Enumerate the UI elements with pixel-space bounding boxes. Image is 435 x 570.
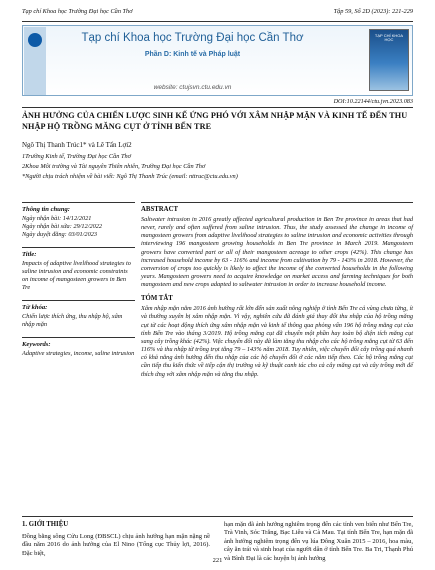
affiliation-1: 1Trường Kinh tế, Trường Đại học Cần Thơ [22, 153, 131, 160]
english-title-block [22, 251, 135, 292]
received-date: Ngày nhận bài: 14/12/2021 [22, 214, 92, 222]
corresponding-author: *Người chịu trách nhiệm về bài viết: Ngô Thị Thanh Trúc (email: nttruc@ctu.edu.vn) [22, 173, 238, 180]
article-info-heading: Thông tin chung: [22, 206, 71, 213]
english-title: Impacts of adaptive livelihood strategies to saline intrusion and economic constraints on income of mangosteen growers in Ben Tre [22, 259, 131, 292]
abstract-heading: ABSTRACT [141, 206, 179, 213]
intro-column-left [22, 521, 210, 558]
banner-subtitle: Phần D: Kinh tế và Pháp luật [144, 51, 241, 58]
header-divider [22, 21, 413, 22]
body-divider [22, 516, 413, 517]
running-head [22, 8, 413, 20]
keywords-vi: Chiến lược thích ứng, thu nhập hộ, xâm nhập mặn [22, 312, 123, 329]
abstract-column [141, 202, 413, 385]
abstract-text: Saltwater intrusion in 2016 greatly affected agricultural production in Ben Tre province in areas that had never, rarely and often suffered from saline intrusion. Thus, the study assessed the change in income of mangosteen growers from adaptive livelihood strategies to saline intrusion and economic activities through interviewing 196 mangosteen growing households in Ben Tre province in March 2019. Mangosteen growers have converted part or all of their mangosteen acreage to other crops (42%). This change has increased household income by 63 - 116% and income from cultivation by 79 - 143% in 2018. However, the conversion of crops too quickly is likely to affect the income of the converted households in the following years. Mangosteen growers need to acquire knowledge on market access and farming techniques for both mangosteen and new crops adapted to saltwater intrusion in order to increase household income. [141, 215, 413, 289]
journal-banner [22, 25, 413, 96]
cover-title: TẠP CHÍ KHOA HỌC [374, 33, 404, 43]
summary-vi-heading: TÓM TẮT [141, 295, 173, 303]
article-dates [22, 206, 135, 239]
journal-cover-thumbnail [369, 29, 409, 91]
info-divider [22, 202, 135, 203]
keywords-en: Adaptive strategies, income, saline intrusion [22, 349, 135, 357]
info-divider [22, 247, 135, 248]
doi-divider [22, 107, 413, 108]
banner-website[interactable]: website: ctujsvn.ctu.edu.vn [153, 84, 232, 91]
doi[interactable]: DOI:10.22144/ctu.jvn.2023.083 [333, 98, 413, 105]
paper-title: ẢNH HƯỞNG CỦA CHIẾN LƯỢC SINH KẾ ỨNG PHÓ VỚI XÂM NHẬP MẶN VÀ KINH TẾ ĐẾN THU NHẬP HỘ TRỒNG MĂNG CỤT Ở TỈNH BẾN TRE [22, 111, 408, 131]
intro-text-right: hạn mặn đã ảnh hưởng nghiêm trọng đến các tỉnh ven biển như Bến Tre, Trà Vinh, Sóc Trăng, Bạc Liêu và Cà Mau. Tại tỉnh Bến Tre, hạn mặn đã ảnh hưởng nghiêm trọng đến vụ lúa Đông Xuân 2015 – 2016, hoa màu, cây ăn trái và sinh hoạt của người dân ở tỉnh Bến Tre. Ba Tri, Thạnh Phú và Bình Đại là các huyện bị ảnh hưởng [224, 521, 414, 562]
journal-name: Tạp chí Khoa học Trường Đại học Cần Thơ [22, 8, 133, 15]
article-info-column [22, 202, 135, 366]
page-number: 221 [212, 557, 223, 564]
revised-date: Ngày nhận bài sửa: 29/12/2022 [22, 222, 103, 230]
keywords-en-block [22, 341, 135, 358]
affiliation-2: 2Khoa Môi trường và Tài nguyên Thiên nhiên, Trường Đại học Cần Thơ [22, 163, 206, 170]
summary-vi-text: Xâm nhập mặn năm 2016 ảnh hưởng rất lớn đến sản xuất nông nghiệp ở tỉnh Bến Tre cả vùng chưa từng, ít và thường xuyên bị xâm nhập mặn. Vì vậy, nghiên cứu đã đánh giá thay đổi thu nhập của hộ trồng măng cụt từ các hoạt động thích ứng xâm nhập mặn và kinh tế thông qua phỏng vấn 196 hộ trồng măng cụt của tỉnh Bến Tre vào tháng 3/2019. Hộ trồng măng cụt đã chuyển một phần hay toàn bộ diện tích măng cụt sang cây trồng khác (42%). Việc chuyển đổi này đã làm tăng thu nhập cho các hộ trồng măng cụt từ 63 đến 116% và thu nhập từ trồng trọt tăng 79 – 143% năm 2018. Tuy nhiên, việc chuyển đổi cây trồng quá nhanh có khả năng ảnh hưởng đến thu nhập của các hộ chuyển đổi ở các năm tiếp theo. Các hộ trồng măng cụt cần tiếp thu kiến thức về tiếp cận thị trường và kỹ thuật canh tác cho cả cây măng cụt và cây trồng mới để thích ứng với xâm nhập mặn và tăng thu nhập. [141, 305, 413, 378]
authors: Ngô Thị Thanh Trúc1* và Lê Tấn Lợi2 [22, 141, 132, 149]
info-divider [22, 300, 135, 301]
keywords-vi-block [22, 304, 135, 329]
intro-heading: 1. GIỚI THIỆU [22, 521, 69, 528]
volume-info: Tập 59, Số 2D (2023): 221-229 [333, 8, 413, 15]
abstract-divider [141, 202, 413, 203]
info-divider [22, 337, 135, 338]
accepted-date: Ngày duyệt đăng: 03/01/2023 [22, 230, 98, 238]
intro-text-left: Đồng bằng sông Cửu Long (ĐBSCL) chịu ảnh hưởng hạn mặn nặng nề đầu năm 2016 do ảnh hưởng của El Nino (Tổng cục Thủy lợi, 2016). Đặc biệt, [22, 532, 210, 557]
english-title-heading: Title: [22, 251, 37, 259]
keywords-vi-heading: Từ khóa: [22, 304, 48, 312]
keywords-en-heading: Keywords: [22, 341, 51, 349]
banner-title: Tạp chí Khoa học Trường Đại học Cần Thơ [81, 32, 304, 44]
